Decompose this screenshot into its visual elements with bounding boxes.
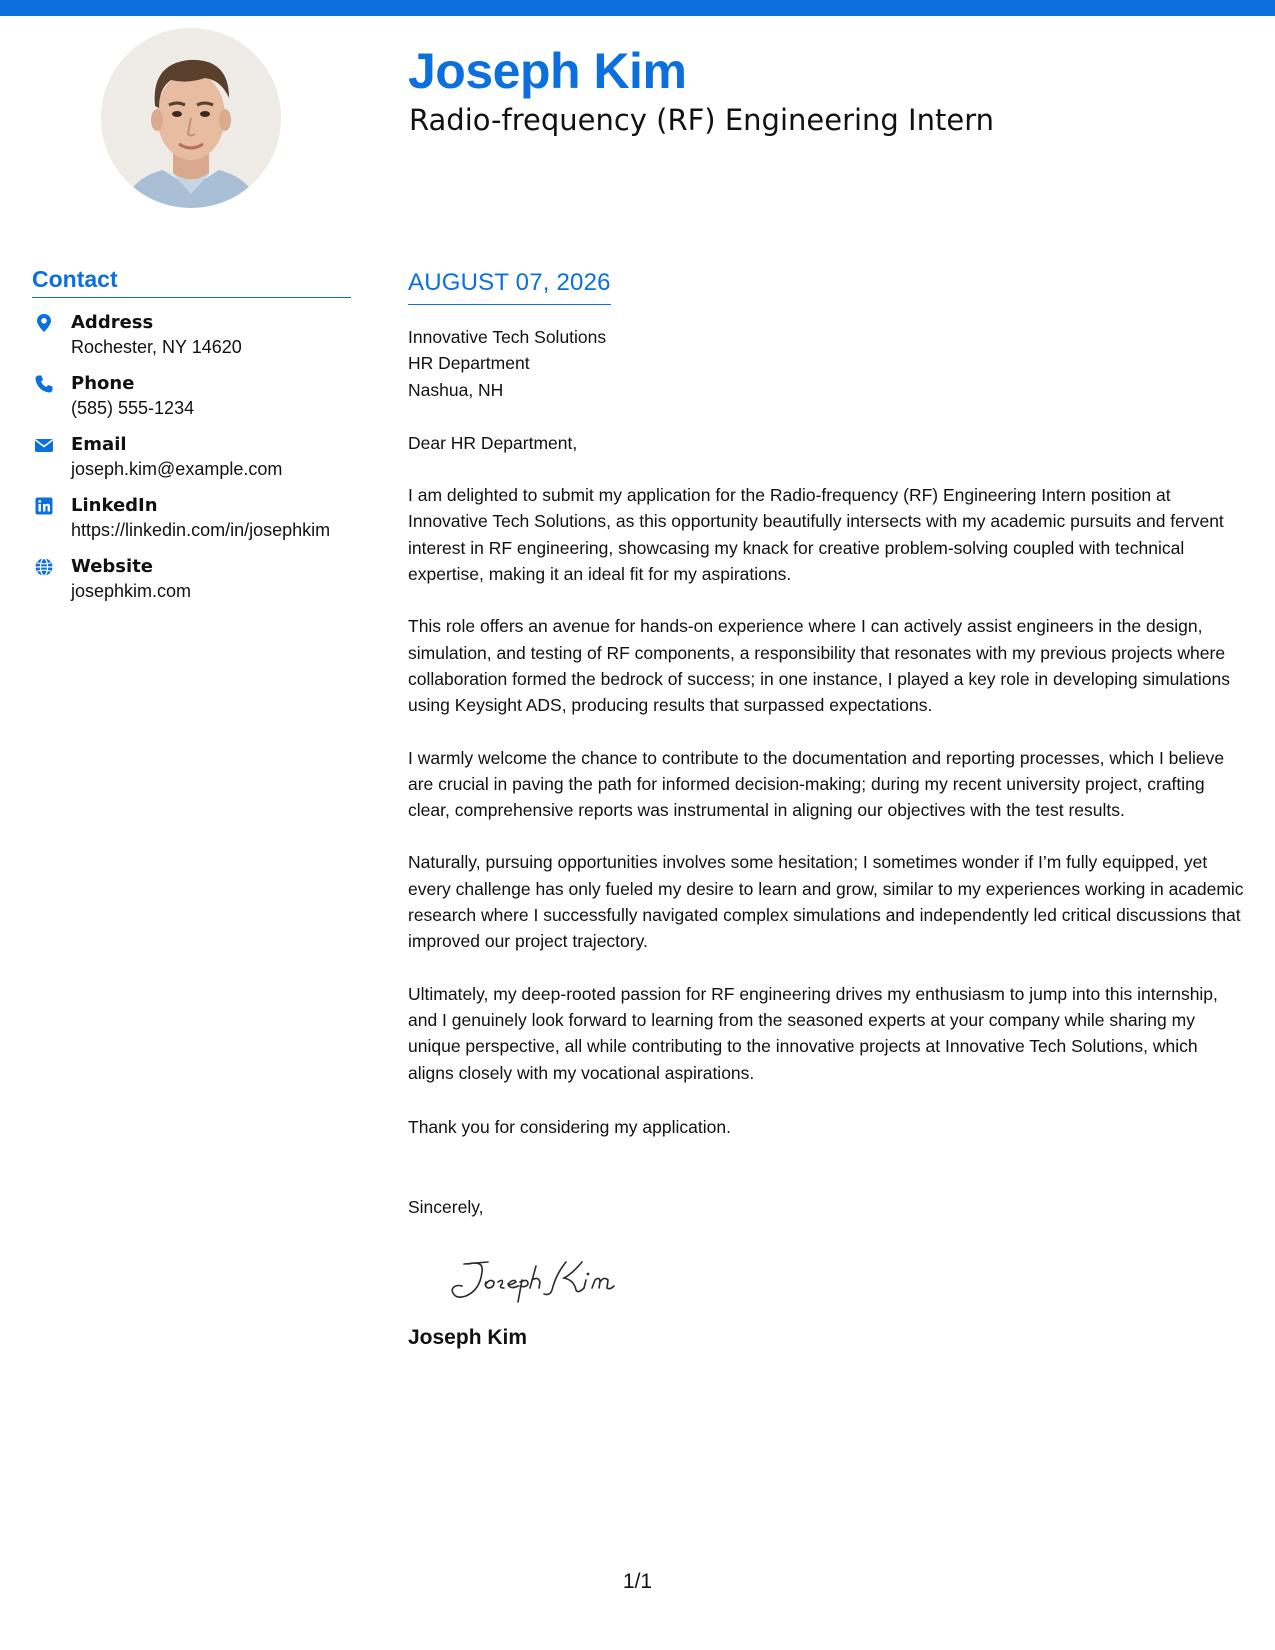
recipient-company: Innovative Tech Solutions — [408, 327, 607, 347]
handwritten-signature — [444, 1250, 1248, 1310]
top-accent-bar — [0, 0, 1275, 16]
contact-value: (585) 555-1234 — [71, 398, 195, 418]
candidate-name: Joseph Kim — [408, 43, 687, 99]
linkedin-link[interactable]: https://linkedin.com/in/josephkim — [71, 520, 331, 540]
recipient-department: HR Department — [408, 353, 530, 374]
signer-name: Joseph Kim — [408, 1326, 528, 1350]
contact-sidebar — [32, 266, 351, 603]
salutation: Dear HR Department, — [408, 432, 578, 453]
contact-item-linkedin — [32, 494, 351, 542]
phone-icon — [34, 374, 54, 394]
globe-icon — [34, 557, 54, 577]
contact-item-email — [32, 433, 351, 481]
envelope-icon — [34, 435, 54, 455]
contact-heading: Contact — [32, 266, 351, 298]
map-pin-icon — [34, 313, 54, 333]
contact-item-website — [32, 555, 351, 603]
letter-paragraph: Naturally, pursuing opportunities involves some hesitation; I sometimes wonder if I’m fully equipped, yet every challenge has only fueled my desire to learn and grow, similar to my experiences working in academic research where I successfully navigated complex simulations and independently led critical discussions that improved our project trajectory. — [408, 852, 1244, 952]
email-link[interactable]: joseph.kim@example.com — [71, 459, 283, 479]
contact-item-phone — [32, 372, 351, 420]
letter-date: AUGUST 07, 2026 — [408, 268, 611, 305]
contact-item-address — [32, 311, 351, 359]
contact-label: Phone — [71, 373, 135, 394]
letter-paragraph: Ultimately, my deep-rooted passion for RF engineering drives my enthusiasm to jump into this internship, and I genuinely look forward to learning from the seasoned experts at your company while sharing my unique perspective, all while contributing to the innovative projects at Innovative Tech Solutions, which aligns closely with my vocational aspirations. — [408, 983, 1218, 1083]
contact-label: Address — [71, 312, 154, 333]
contact-label: Website — [71, 556, 154, 577]
contact-label: LinkedIn — [71, 495, 158, 516]
letter-paragraph: I am delighted to submit my application for the Radio-frequency (RF) Engineering Intern position at Innovative Tech Solutions, as this opportunity beautifully intersects with my academic pursuits and fervent interest in RF engineering, showcasing my knack for creative problem-solving coupled with technical expertise, making it an ideal fit for my aspirations. — [408, 485, 1224, 585]
job-title: Radio-frequency (RF) Engineering Intern — [409, 103, 994, 137]
recipient-block — [408, 324, 1248, 403]
recipient-location: Nashua, NH — [408, 379, 504, 400]
letter-body — [408, 268, 1248, 1352]
letter-paragraph: I warmly welcome the chance to contribute to the documentation and reporting processes, which I believe are crucial in paving the path for informed decision-making; during my recent university project, crafting clear, comprehensive reports was instrumental in aligning our objectives with the test results. — [408, 747, 1225, 821]
letter-paragraph: This role offers an avenue for hands-on experience where I can actively assist engineers in the design, simulation, and testing of RF components, a responsibility that resonates with my previous projects where collaboration formed the bedrock of success; in one instance, I played a key role in developing simulations using Keysight ADS, producing results that surpassed expectations. — [408, 616, 1230, 716]
sign-off: Sincerely, — [408, 1197, 484, 1218]
contact-label: Email — [71, 434, 127, 455]
page-number: 1/1 — [622, 1570, 653, 1593]
contact-value: Rochester, NY 14620 — [71, 337, 242, 357]
linkedin-icon — [34, 496, 54, 516]
website-link[interactable]: josephkim.com — [71, 581, 192, 601]
closing-line: Thank you for considering my application. — [408, 1116, 731, 1137]
profile-photo — [101, 28, 281, 208]
